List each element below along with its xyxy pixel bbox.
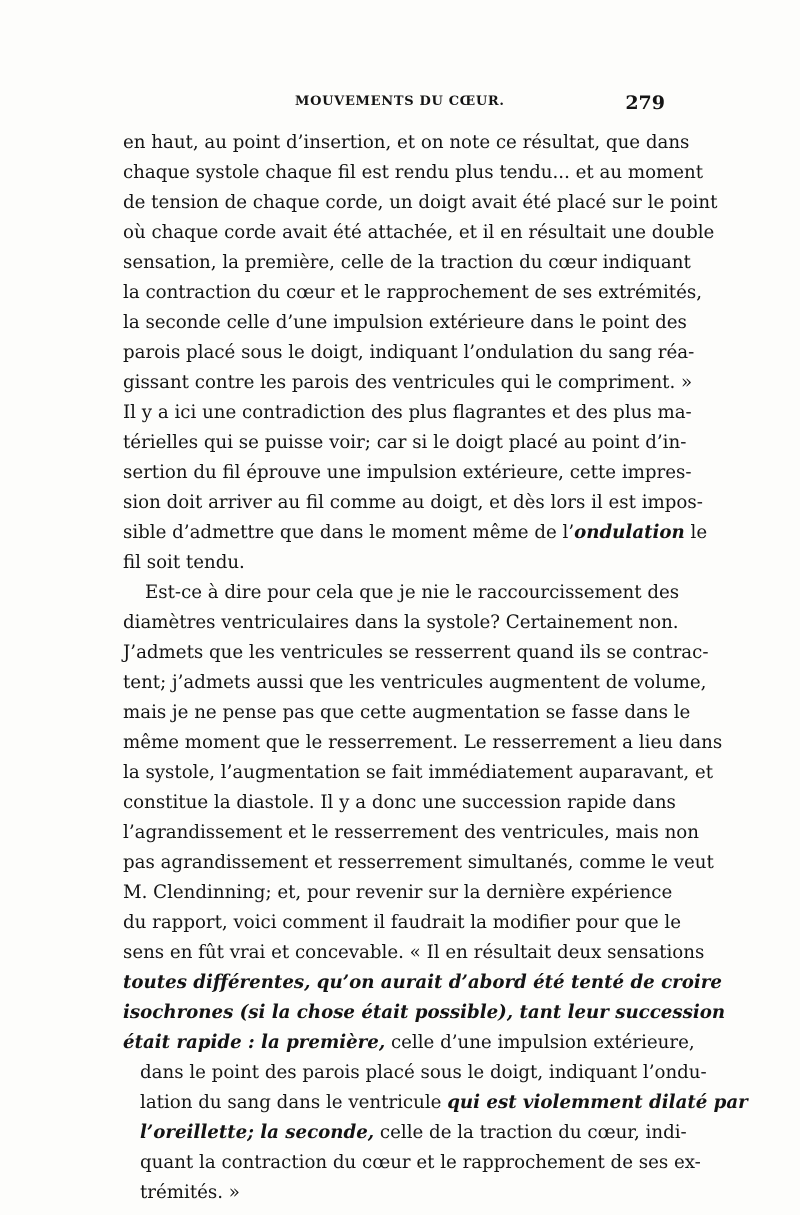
text-segment: celle de la traction du cœur, indi- xyxy=(374,1122,687,1143)
emphasis-text: ondulation xyxy=(574,522,685,543)
running-header xyxy=(120,92,665,120)
mixed-quote-line xyxy=(123,1028,695,1058)
text-line: J’admets que les ventricules se resserrent quand ils se contrac- xyxy=(123,642,709,663)
text-line: même moment que le resserrement. Le resserrement a lieu dans xyxy=(123,732,723,753)
text-line: parois placé sous le doigt, indiquant l’ondulation du sang réa- xyxy=(123,342,695,363)
text-line: chaque systole chaque fil est rendu plus tendu... et au moment xyxy=(123,162,704,183)
text-line: sens en fût vrai et concevable. « Il en résultait deux sensations xyxy=(123,942,705,963)
text-line: où chaque corde avait été attachée, et il en résultait une double xyxy=(123,222,715,243)
body-text xyxy=(123,128,748,1203)
text-segment: lation du sang dans le ventricule xyxy=(140,1092,448,1113)
emphasis-text: qui est violemment dilaté par xyxy=(447,1092,748,1113)
paragraph-start-line: Est-ce à dire pour cela que je nie le raccourcissement des xyxy=(145,582,680,603)
text-line: sion doit arriver au fil comme au doigt, et dès lors il est impos- xyxy=(123,492,703,513)
italic-quote-line: isochrones (si la chose était possible), tant leur succession xyxy=(123,1002,726,1023)
emphasis-text: l’oreillette; la seconde, xyxy=(140,1122,375,1143)
text-line: fil soit tendu. xyxy=(123,552,245,573)
text-line: la contraction du cœur et le rapprochement de ses extrémités, xyxy=(123,282,702,303)
mixed-quote-line xyxy=(140,1118,687,1148)
text-line: la seconde celle d’une impulsion extérieure dans le point des xyxy=(123,312,687,333)
text-line xyxy=(123,518,708,548)
text-line: constitue la diastole. Il y a donc une succession rapide dans xyxy=(123,792,676,813)
text-line: quant la contraction du cœur et le rapprochement de ses ex- xyxy=(140,1152,701,1173)
text-line: diamètres ventriculaires dans la systole? Certainement non. xyxy=(123,612,679,633)
running-title: MOUVEMENTS DU CŒUR. xyxy=(295,94,505,109)
text-segment: le xyxy=(684,522,708,543)
mixed-quote-line xyxy=(140,1088,748,1118)
text-line: la systole, l’augmentation se fait immédiatement auparavant, et xyxy=(123,762,714,783)
text-line: tent; j’admets aussi que les ventricules augmentent de volume, xyxy=(123,672,707,693)
text-segment: celle d’une impulsion extérieure, xyxy=(385,1032,695,1053)
text-line: M. Clendinning; et, pour revenir sur la dernière expérience xyxy=(123,882,673,903)
text-line: mais je ne pense pas que cette augmentation se fasse dans le xyxy=(123,702,691,723)
emphasis-text: était rapide : la première, xyxy=(123,1032,386,1053)
text-segment: sible d’admettre que dans le moment même de l’ xyxy=(123,522,575,543)
text-line: en haut, au point d’insertion, et on note ce résultat, que dans xyxy=(123,132,690,153)
text-line: sertion du fil éprouve une impulsion extérieure, cette impres- xyxy=(123,462,692,483)
italic-quote-line: toutes différentes, qu’on aurait d’abord été tenté de croire xyxy=(123,972,722,993)
text-line: dans le point des parois placé sous le doigt, indiquant l’ondu- xyxy=(140,1062,707,1083)
text-line: de tension de chaque corde, un doigt avait été placé sur le point xyxy=(123,192,718,213)
text-line: l’agrandissement et le resserrement des ventricules, mais non xyxy=(123,822,699,843)
text-line: Il y a ici une contradiction des plus flagrantes et des plus ma- xyxy=(123,402,692,423)
page-number: 279 xyxy=(625,92,665,114)
text-line: trémités. » xyxy=(140,1182,240,1203)
text-line: sensation, la première, celle de la traction du cœur indiquant xyxy=(123,252,691,273)
text-line: du rapport, voici comment il faudrait la modifier pour que le xyxy=(123,912,682,933)
text-line: pas agrandissement et resserrement simultanés, comme le veut xyxy=(123,852,714,873)
text-line: térielles qui se puisse voir; car si le doigt placé au point d’in- xyxy=(123,432,687,453)
text-line: gissant contre les parois des ventricules qui le compriment. » xyxy=(123,372,693,393)
